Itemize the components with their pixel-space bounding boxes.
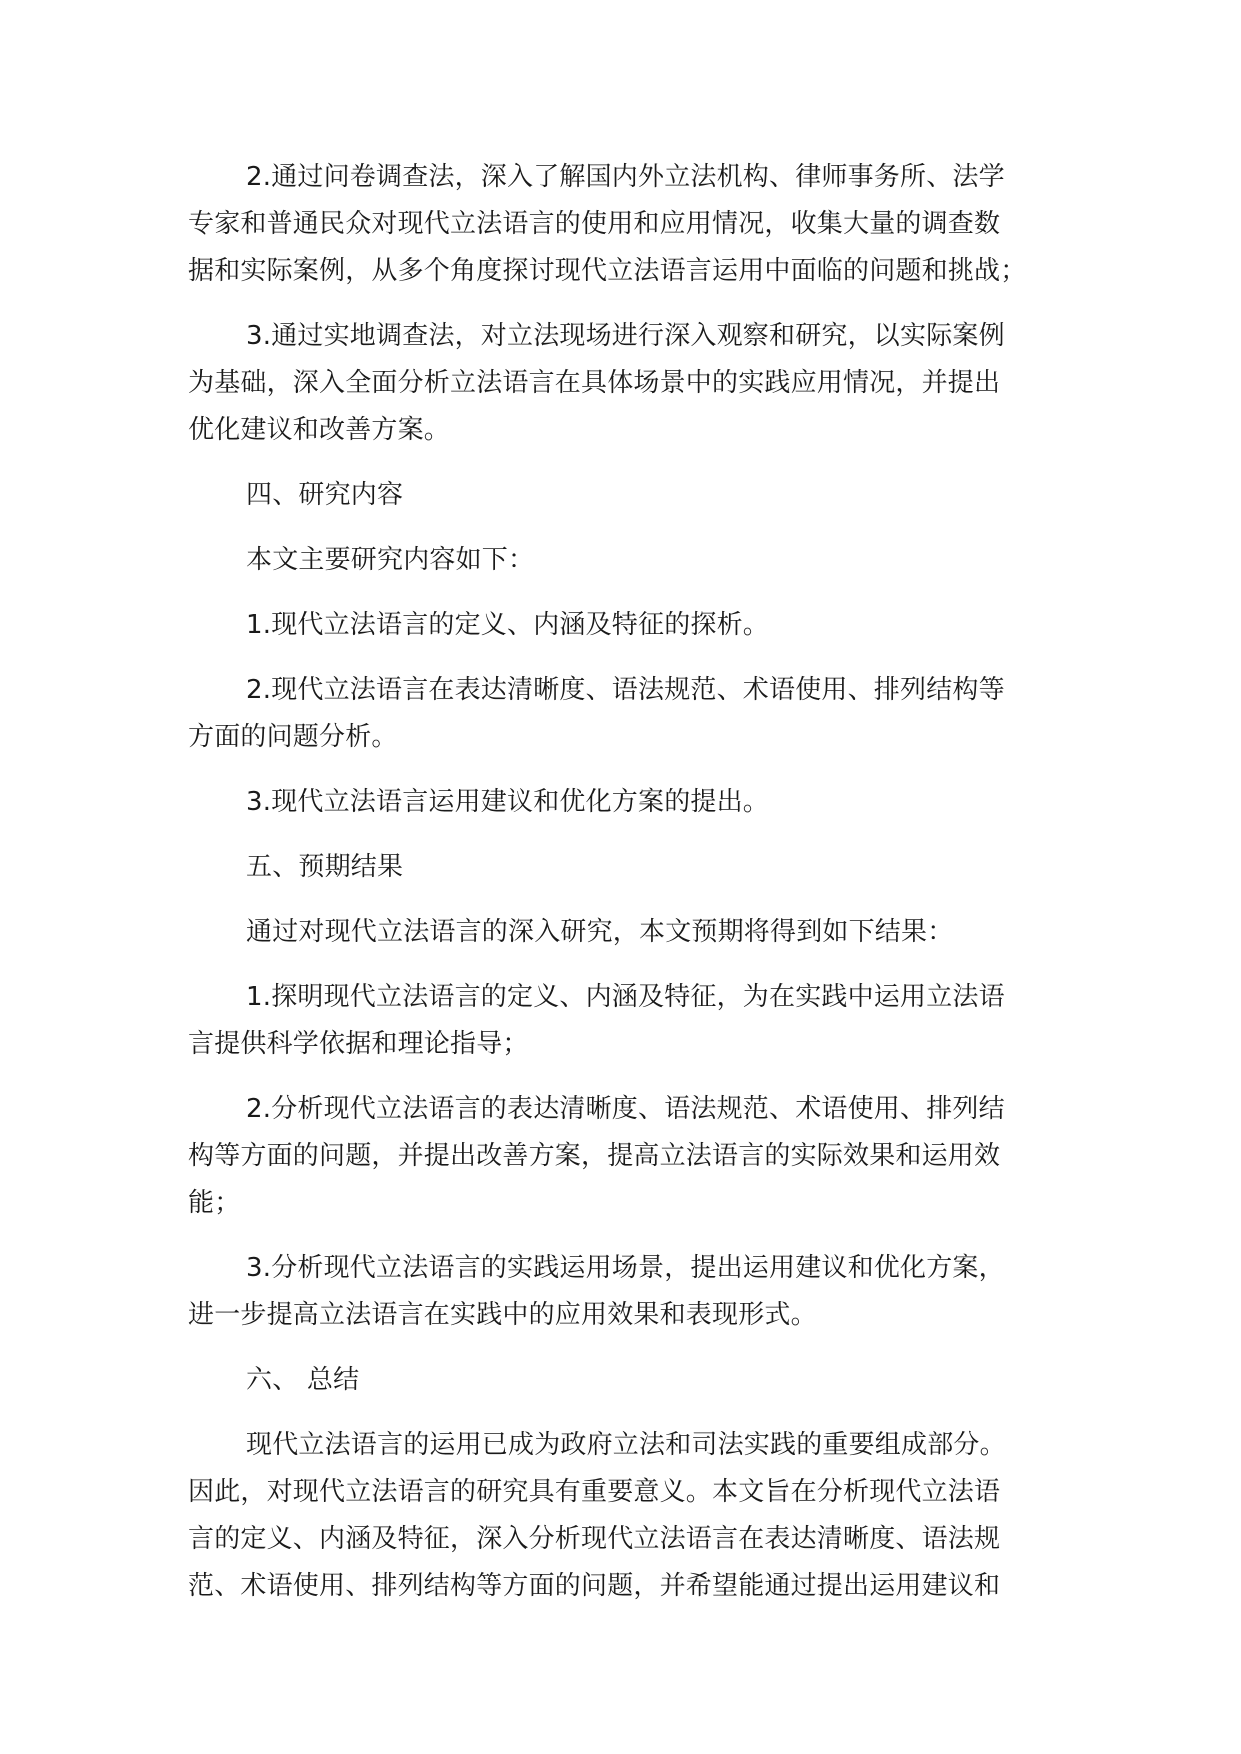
text-line: 1.现代立法语言的定义、内涵及特征的探析。 [246,610,770,640]
paragraph-content-item-1 [188,602,1048,649]
text-line: 因此，对现代立法语言的研究具有重要意义。本文旨在分析现代立法语 [188,1477,1001,1507]
paragraph-results-item-2 [188,1086,1048,1227]
text-line: 1.探明现代立法语言的定义、内涵及特征，为在实践中运用立法语 [246,982,1005,1012]
text-line: 为基础，深入全面分析立法语言在具体场景中的实践应用情况，并提出 [188,368,1001,398]
text-line: 范、术语使用、排列结构等方面的问题，并希望能通过提出运用建议和 [188,1571,1001,1601]
heading-text: 四、研究内容 [246,480,404,510]
text-line: 构等方面的问题，并提出改善方案，提高立法语言的实际效果和运用效 [188,1141,1001,1171]
paragraph-results-intro [188,909,1048,956]
text-line: 优化建议和改善方案。 [188,415,451,445]
text-line: 3.分析现代立法语言的实践运用场景，提出运用建议和优化方案， [246,1253,1005,1283]
text-line: 专家和普通民众对现代立法语言的使用和应用情况，收集大量的调查数 [188,209,1001,239]
text-line: 现代立法语言的运用已成为政府立法和司法实践的重要组成部分。 [246,1430,1006,1460]
paragraph-content-item-3 [188,779,1048,826]
text-line: 2.分析现代立法语言的表达清晰度、语法规范、术语使用、排列结 [246,1094,1005,1124]
text-line: 3.通过实地调查法，对立法现场进行深入观察和研究，以实际案例 [246,321,1005,351]
heading-text: 五、预期结果 [246,852,404,882]
paragraph-content-intro [188,537,1048,584]
text-line: 方面的问题分析。 [188,722,398,752]
text-line: 通过对现代立法语言的深入研究，本文预期将得到如下结果： [246,917,954,947]
text-line: 能； [188,1188,241,1218]
text-line: 据和实际案例，从多个角度探讨现代立法语言运用中面临的问题和挑战； [188,256,1027,286]
paragraph-results-item-1 [188,974,1048,1068]
paragraph-field-method [188,313,1048,454]
heading-text: 六、 总结 [246,1365,360,1395]
paragraph-content-item-2 [188,667,1048,761]
paragraph-summary [188,1422,1048,1610]
document-body [188,154,1048,1628]
paragraph-results-item-3 [188,1245,1048,1339]
paragraph-survey-method [188,154,1048,295]
section-heading-research-content [188,472,1048,519]
section-heading-summary [188,1357,1048,1404]
text-line: 言的定义、内涵及特征，深入分析现代立法语言在表达清晰度、语法规 [188,1524,1001,1554]
text-line: 本文主要研究内容如下： [246,545,535,575]
text-line: 2.通过问卷调查法，深入了解国内外立法机构、律师事务所、法学 [246,162,1005,192]
text-line: 3.现代立法语言运用建议和优化方案的提出。 [246,787,770,817]
text-line: 言提供科学依据和理论指导； [188,1029,529,1059]
section-heading-expected-results [188,844,1048,891]
text-line: 进一步提高立法语言在实践中的应用效果和表现形式。 [188,1300,817,1330]
text-line: 2.现代立法语言在表达清晰度、语法规范、术语使用、排列结构等 [246,675,1005,705]
